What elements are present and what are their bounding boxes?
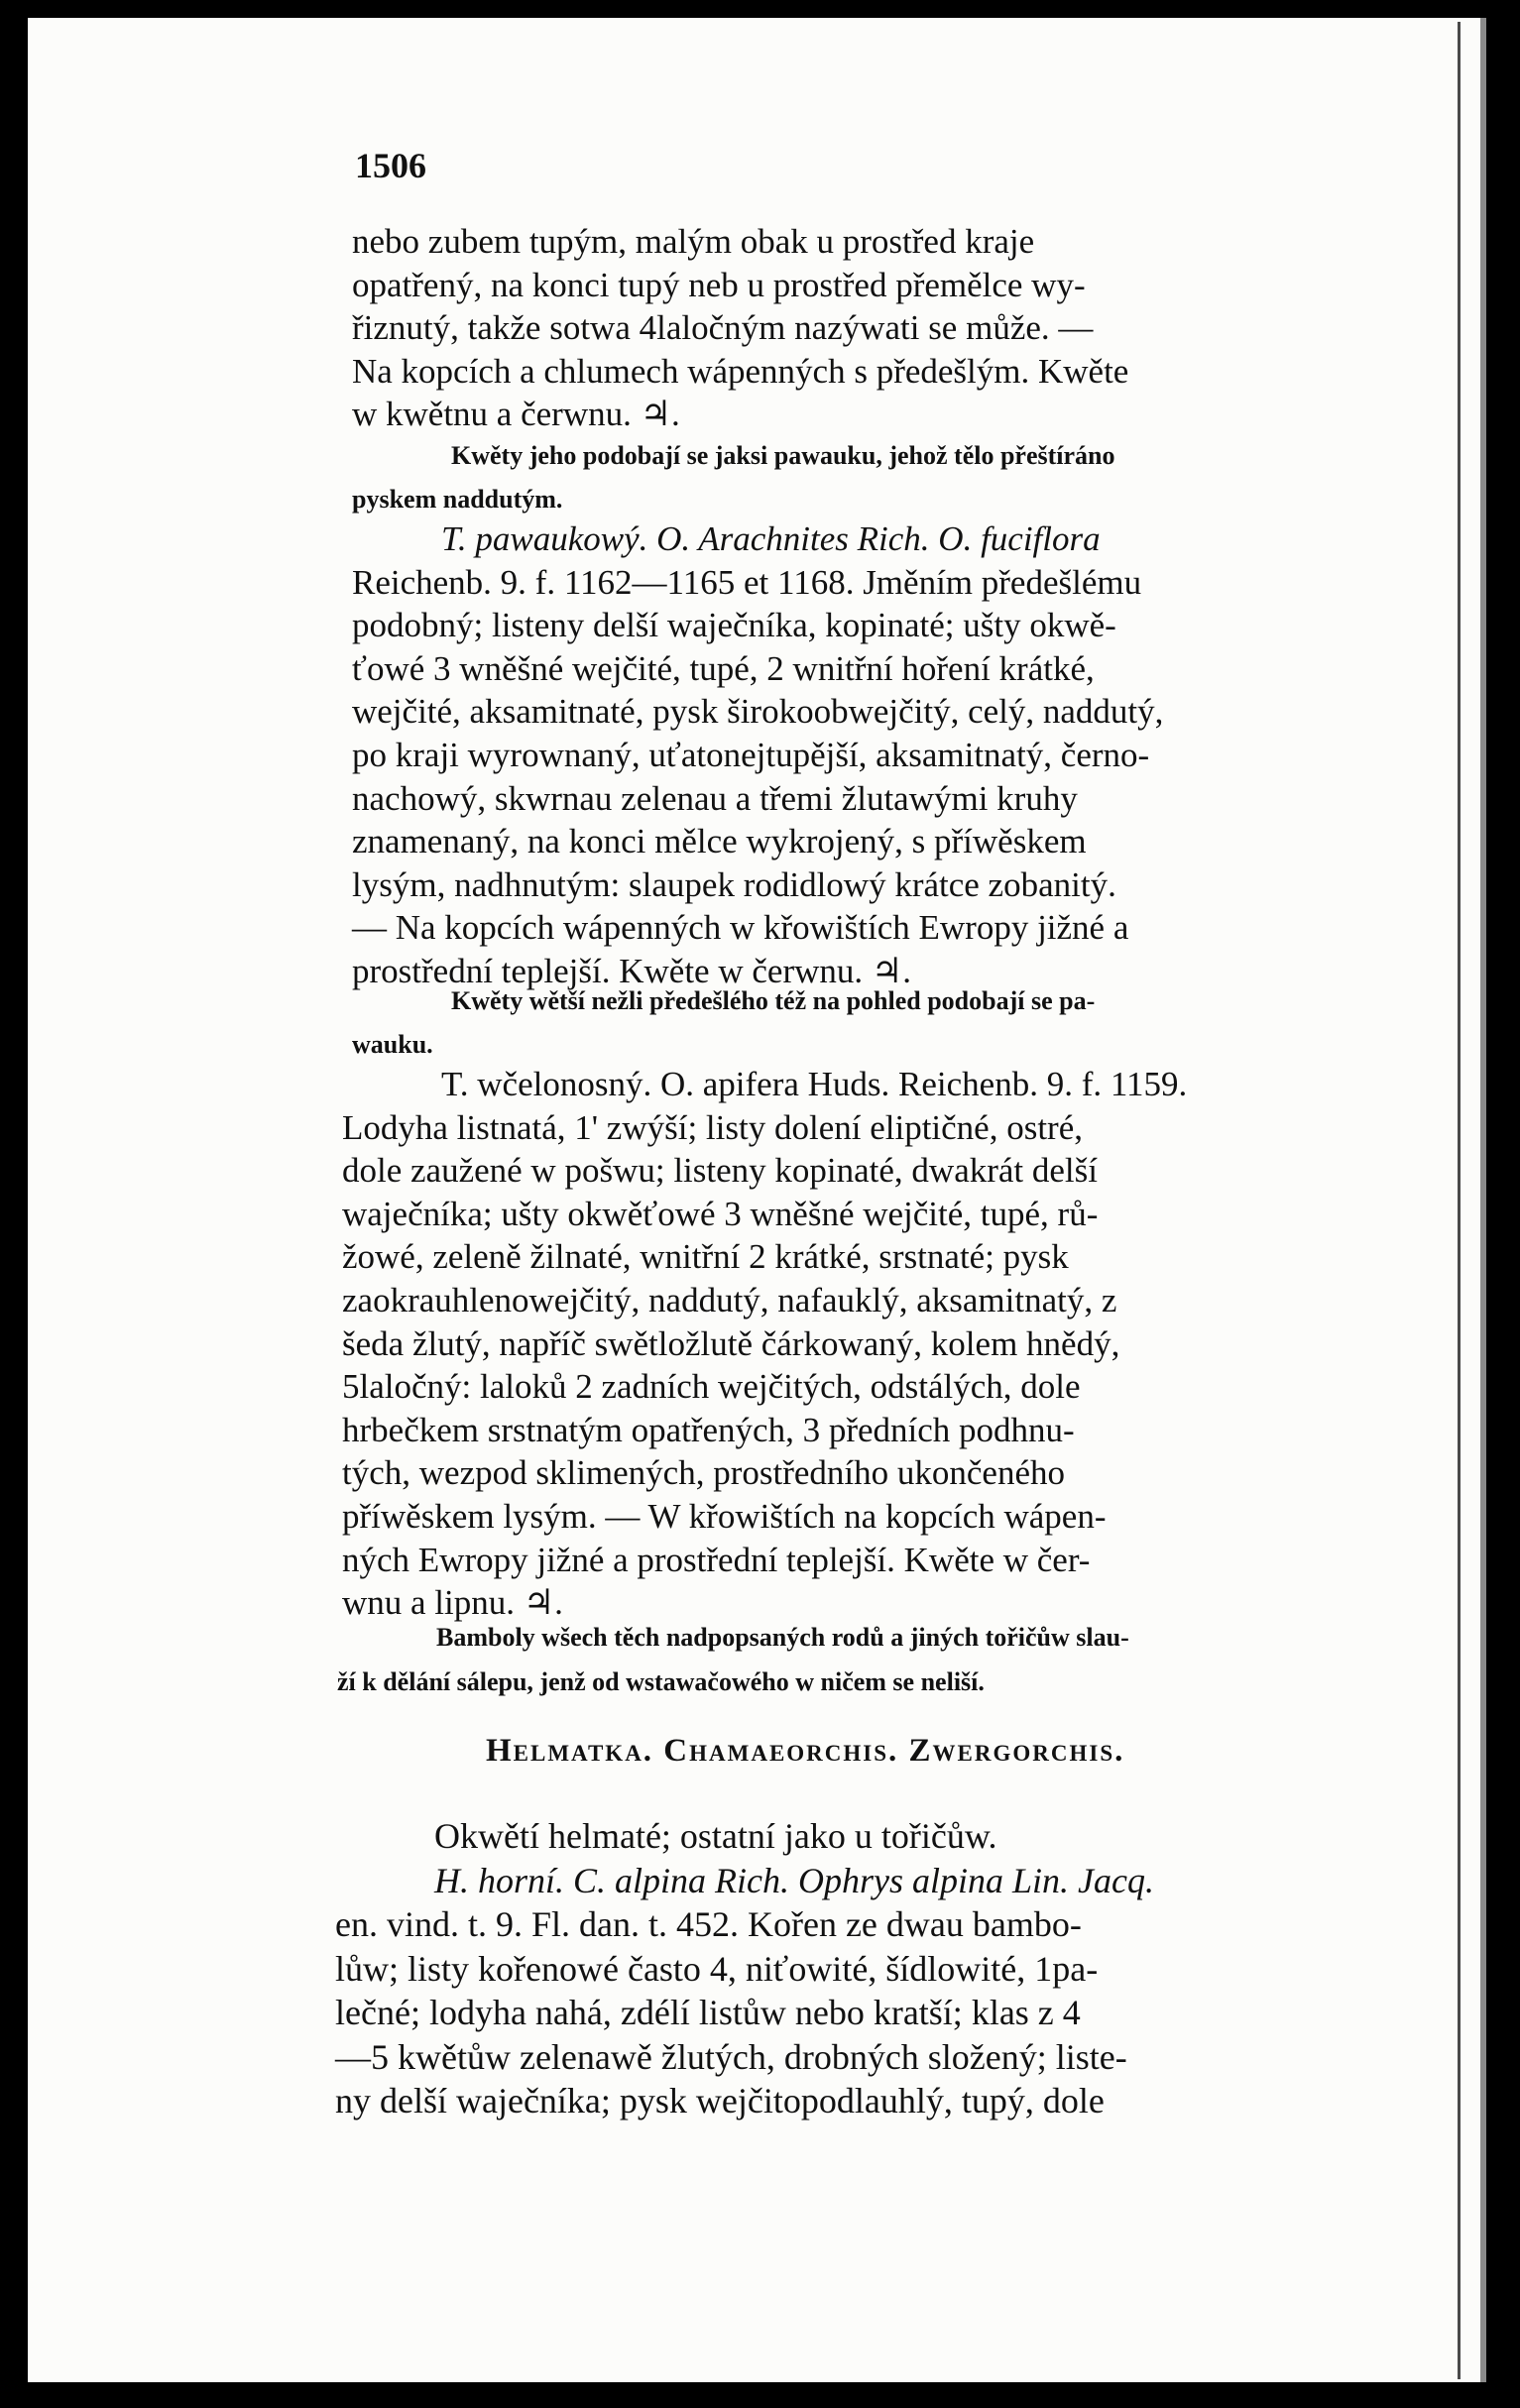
text-line: prostřední teplejší. Kwěte w čerwnu. ♃.: [352, 951, 911, 990]
text-line: en. vind. t. 9. Fl. dan. t. 452. Kořen ze dwau bambo-: [335, 1904, 1082, 1944]
text-line: wnu a lipnu. ♃.: [342, 1583, 563, 1623]
text-line: hrbečkem srstnatým opatřených, 3 předních podhnu-: [342, 1410, 1075, 1449]
text-line: —5 kwětůw zelenawě žlutých, drobných složený; listе-: [335, 2036, 1127, 2077]
text-line: znamenaný, na konci mělce wykrojený, s příwěskem: [352, 822, 1087, 861]
text-line: řiznutý, takže sotwa 4laločným nazýwati se může. —: [352, 308, 1094, 348]
paragraph-continuation: [352, 220, 1416, 436]
text-line: Lodyha listnatá, 1' zwýší; listy dolení eliptičné, ostré,: [342, 1107, 1083, 1147]
note-line: Kwěty jeho podobají se jaksi pawauku, jehož tělo přeštíráno: [451, 441, 1115, 470]
page-number: 1506: [355, 146, 426, 185]
text-line: ny delší waječníka; pysk wejčitopodlauhlý, tupý, dole: [335, 2081, 1105, 2121]
note-line: pyskem naddutým.: [352, 484, 563, 514]
text-line: T. wčelonosný. O. apifera Huds. Reichenb. 9. f. 1159.: [441, 1065, 1188, 1103]
note-line: wauku.: [352, 1029, 433, 1059]
text-line: H. horní. C. alpina Rich. Ophrys alpina Lin. Jacq.: [434, 1860, 1154, 1900]
genus-description: [335, 1814, 1418, 2123]
text-line: w kwětnu a čerwnu. ♃.: [352, 395, 680, 434]
text-line: opatřený, na konci tupý neb u prostřed přemělce wy-: [352, 265, 1086, 304]
text-line: po kraji wyrownaný, uťatonejtupější, aksamitnatý, černo-: [352, 735, 1150, 774]
footnote-block: [337, 1616, 1418, 1704]
text-line: — Na kopcích wápenných w křowištích Ewropy jižné a: [352, 908, 1129, 948]
text-line: zaokrauhlenowejčitý, naddutý, nafauklý, aksamitnatý, z: [342, 1280, 1117, 1319]
text-line: příwěskem lysým. — W křowištích na kopcích wápen-: [342, 1496, 1107, 1536]
text-line: podobný; listeny delší waječníka, kopinaté; ušty okwě-: [352, 606, 1116, 645]
text-line: žowé, zeleně žilnaté, wnitřní 2 krátké, srstnaté; pysk: [342, 1237, 1069, 1277]
text-line: lysým, nadhnutým: slaupek rodidlowý krátce zobanitý.: [352, 864, 1116, 904]
text-line: ných Ewropy jižné a prostřední teplejší. Kwěte w čer-: [342, 1540, 1091, 1579]
footnote-block: [352, 979, 1413, 1067]
text-line: nebo zubem tupým, malým obak u prostřed kraje: [352, 222, 1035, 261]
note-line: Bamboly wšech těch nadpopsaných rodů a jiných tořičůw slau-: [436, 1623, 1129, 1652]
text-line: tých, wezpod sklimených, prostředního ukončeného: [342, 1453, 1065, 1493]
text-line: Na kopcích a chlumech wápenných s předešlým. Kwěte: [352, 351, 1129, 391]
text-line: lečné; lodyha nahá, zdélí listůw nebo kratší; klas z 4: [335, 1993, 1081, 2032]
note-line: Kwěty wětší nežli předešlého též na pohled podobají se pa-: [451, 986, 1096, 1015]
footnote-block: [352, 434, 1413, 521]
species-entry-wcelonosny: [342, 1063, 1418, 1625]
genus-heading: Helmatka. Chamaeorchis. Zwergorchis.: [486, 1733, 1125, 1769]
note-line: ží k dělání sálepu, jenž od wstawačowého w ničem se neliší.: [337, 1666, 985, 1696]
text-line: ťowé 3 wněšné wejčité, tupé, 2 wnitřní hoření krátké,: [352, 648, 1095, 688]
text-line: 5laločný: laloků 2 zadních wejčitých, odstálých, dole: [342, 1367, 1081, 1407]
text-line: Reichenb. 9. f. 1162—1165 et 1168. Jměním předešlému: [352, 562, 1142, 602]
text-line: dole zaužené w pošwu; listeny kopinaté, dwakrát delší: [342, 1151, 1099, 1191]
text-line: nachowý, skwrnau zelenau a třemi žlutawými kruhy: [352, 778, 1078, 818]
page-edge-shadow: [1458, 22, 1461, 2379]
text-line: T. pawaukowý. O. Arachnites Rich. O. fuciflora: [441, 519, 1101, 558]
text-line: wejčité, aksamitnaté, pysk širokoobwejčitý, celý, naddutý,: [352, 692, 1164, 732]
species-entry-pawaukowy: [352, 517, 1416, 993]
text-line: waječníka; ušty okwěťowé 3 wněšné wejčité, tupé, rů-: [342, 1194, 1099, 1233]
text-line: Okwětí helmaté; ostatní jako u tořičůw.: [434, 1816, 997, 1856]
text-line: šeda žlutý, napříč swětložlutě čárkowaný, kolem hnědý,: [342, 1323, 1120, 1363]
text-line: lůw; listy kořenowé často 4, niťowité, šídlowité, 1pa-: [335, 1948, 1099, 1989]
